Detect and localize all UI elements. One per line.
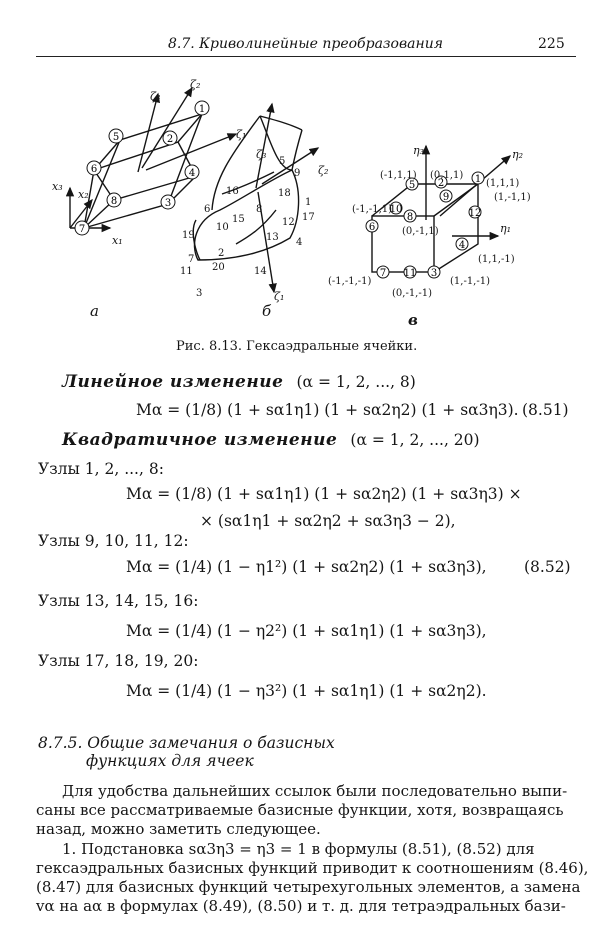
svg-text:x₃: x₃ bbox=[52, 180, 63, 193]
equation-number-8-52: (8.52) bbox=[524, 558, 571, 576]
svg-text:3: 3 bbox=[164, 198, 172, 209]
svg-text:13: 13 bbox=[266, 232, 279, 243]
svg-text:ζ₂: ζ₂ bbox=[190, 78, 201, 91]
svg-text:11: 11 bbox=[180, 266, 193, 277]
figure-caption: Рис. 8.13. Гексаэдральные ячейки. bbox=[176, 339, 418, 354]
svg-text:2: 2 bbox=[218, 248, 225, 259]
svg-text:17: 17 bbox=[302, 212, 315, 223]
svg-text:7: 7 bbox=[78, 224, 86, 235]
linear-heading: Линейное изменение bbox=[62, 372, 284, 392]
equation-a-line-2: × (sα1η1 + sα2η2 + sα3η3 − 2), bbox=[200, 512, 456, 530]
panel-b-nodes bbox=[180, 156, 315, 299]
svg-text:9: 9 bbox=[442, 192, 450, 203]
svg-text:19: 19 bbox=[182, 230, 195, 241]
equation-a-line-1: Mα = (1/8) (1 + sα1η1) (1 + sα2η2) (1 + sα3η3) × bbox=[126, 485, 522, 503]
svg-text:(1,1,-1): (1,1,-1) bbox=[478, 254, 515, 265]
svg-text:12: 12 bbox=[282, 217, 295, 228]
nodes-17-20-label: Узлы 17, 18, 19, 20: bbox=[38, 652, 199, 670]
svg-text:7: 7 bbox=[188, 254, 195, 265]
svg-text:6: 6 bbox=[90, 164, 98, 175]
svg-text:(0,-1,1): (0,-1,1) bbox=[402, 226, 439, 237]
svg-text:в: в bbox=[408, 311, 418, 329]
svg-text:x₁: x₁ bbox=[112, 234, 123, 247]
svg-text:6: 6 bbox=[368, 222, 376, 233]
paragraph-line-7: vα на aα в формулах (8.49), (8.50) и т. д. для тетраэдральных бази- bbox=[36, 897, 566, 915]
quad-heading-line bbox=[62, 430, 480, 450]
svg-text:3: 3 bbox=[196, 288, 203, 299]
svg-text:1: 1 bbox=[198, 104, 206, 115]
svg-text:(0,1,1): (0,1,1) bbox=[430, 170, 464, 181]
running-title: 8.7. Криволинейные преобразования bbox=[168, 36, 443, 52]
svg-text:(-1,-1,1): (-1,-1,1) bbox=[352, 204, 393, 215]
svg-text:б: б bbox=[262, 302, 272, 320]
svg-text:ζ₂: ζ₂ bbox=[318, 164, 329, 177]
svg-text:5: 5 bbox=[279, 156, 286, 167]
equation-8-51: Mα = (1/8) (1 + sα1η1) (1 + sα2η2) (1 + sα3η3). bbox=[136, 401, 519, 419]
svg-text:x₂: x₂ bbox=[78, 188, 89, 201]
svg-text:5: 5 bbox=[408, 180, 416, 191]
svg-text:10: 10 bbox=[389, 204, 403, 215]
nodes-13-16-label: Узлы 13, 14, 15, 16: bbox=[38, 592, 199, 610]
svg-text:а: а bbox=[90, 302, 99, 320]
quad-heading: Квадратичное изменение bbox=[62, 430, 338, 450]
svg-text:ζ₃: ζ₃ bbox=[256, 148, 267, 161]
panel-c-labels bbox=[413, 144, 523, 235]
svg-text:1: 1 bbox=[474, 174, 482, 185]
svg-text:4: 4 bbox=[188, 168, 196, 179]
svg-text:6: 6 bbox=[204, 204, 211, 215]
equation-c: Mα = (1/4) (1 − η2²) (1 + sα1η1) (1 + sα3η3), bbox=[126, 622, 487, 640]
paragraph-line-4: 1. Подстановка sα3η3 = η3 = 1 в формулы (8.51), (8.52) для bbox=[62, 840, 535, 858]
section-title-line-1: 8.7.5. Общие замечания о базисных bbox=[38, 734, 335, 752]
svg-text:8: 8 bbox=[256, 204, 263, 215]
svg-text:2: 2 bbox=[166, 134, 174, 145]
section-title-line-2: функциях для ячеек bbox=[86, 752, 254, 770]
svg-text:η₃: η₃ bbox=[413, 144, 424, 157]
linear-heading-line bbox=[62, 372, 416, 392]
quad-range: (α = 1, 2, ..., 20) bbox=[350, 431, 480, 449]
svg-text:18: 18 bbox=[278, 188, 291, 199]
page-number: 225 bbox=[538, 36, 565, 52]
svg-text:9: 9 bbox=[294, 168, 301, 179]
svg-text:(0,-1,-1): (0,-1,-1) bbox=[392, 288, 433, 299]
svg-text:7: 7 bbox=[379, 268, 387, 279]
svg-text:1: 1 bbox=[305, 197, 312, 208]
svg-text:12: 12 bbox=[468, 208, 482, 219]
svg-text:η₁: η₁ bbox=[500, 222, 511, 235]
equation-number-8-51: (8.51) bbox=[522, 401, 569, 419]
equation-b: Mα = (1/4) (1 − η1²) (1 + sα2η2) (1 + sα3η3), bbox=[126, 558, 487, 576]
svg-text:14: 14 bbox=[254, 266, 267, 277]
svg-text:(-1,1,1): (-1,1,1) bbox=[380, 170, 417, 181]
paragraph-line-2: саны все рассматриваемые базисные функции, хотя, возвращаясь bbox=[36, 801, 564, 819]
svg-text:4: 4 bbox=[296, 237, 303, 248]
svg-text:16: 16 bbox=[226, 186, 239, 197]
svg-text:ζ₁: ζ₁ bbox=[274, 290, 285, 303]
svg-text:15: 15 bbox=[232, 214, 245, 225]
svg-text:8: 8 bbox=[406, 212, 414, 223]
svg-text:(1,1,1): (1,1,1) bbox=[486, 178, 520, 189]
svg-text:ζ₃: ζ₃ bbox=[150, 90, 161, 103]
svg-text:(1,-1,1): (1,-1,1) bbox=[494, 192, 531, 203]
linear-range: (α = 1, 2, ..., 8) bbox=[296, 373, 416, 391]
svg-text:4: 4 bbox=[458, 240, 466, 251]
svg-text:(1,-1,-1): (1,-1,-1) bbox=[450, 276, 491, 287]
svg-text:(-1,-1,-1): (-1,-1,-1) bbox=[328, 276, 372, 287]
nodes-1-8-label: Узлы 1, 2, ..., 8: bbox=[38, 460, 164, 478]
header-rule bbox=[36, 56, 576, 57]
svg-text:8: 8 bbox=[110, 196, 118, 207]
svg-text:5: 5 bbox=[112, 132, 120, 143]
svg-text:3: 3 bbox=[430, 268, 438, 279]
panel-labels bbox=[90, 302, 418, 329]
svg-text:2: 2 bbox=[437, 178, 445, 189]
paragraph-line-6: (8.47) для базисных функций четырехугольных элементов, а замена bbox=[36, 878, 581, 896]
nodes-9-12-label: Узлы 9, 10, 11, 12: bbox=[38, 532, 189, 550]
paragraph-line-5: гексаэдральных базисных функций приводит к соотношениям (8.46), bbox=[36, 859, 589, 877]
paragraph-line-3: назад, можно заметить следующее. bbox=[36, 820, 321, 838]
equation-d: Mα = (1/4) (1 − η3²) (1 + sα1η1) (1 + sα2η2). bbox=[126, 682, 487, 700]
svg-text:20: 20 bbox=[212, 262, 225, 273]
svg-text:10: 10 bbox=[216, 222, 229, 233]
svg-text:η₂: η₂ bbox=[512, 148, 523, 161]
svg-text:ζ₁: ζ₁ bbox=[236, 128, 247, 141]
paragraph-line-1: Для удобства дальнейших ссылок были последовательно выпи- bbox=[62, 782, 568, 800]
panel-a-diagram bbox=[70, 88, 236, 228]
svg-text:11: 11 bbox=[403, 268, 417, 279]
